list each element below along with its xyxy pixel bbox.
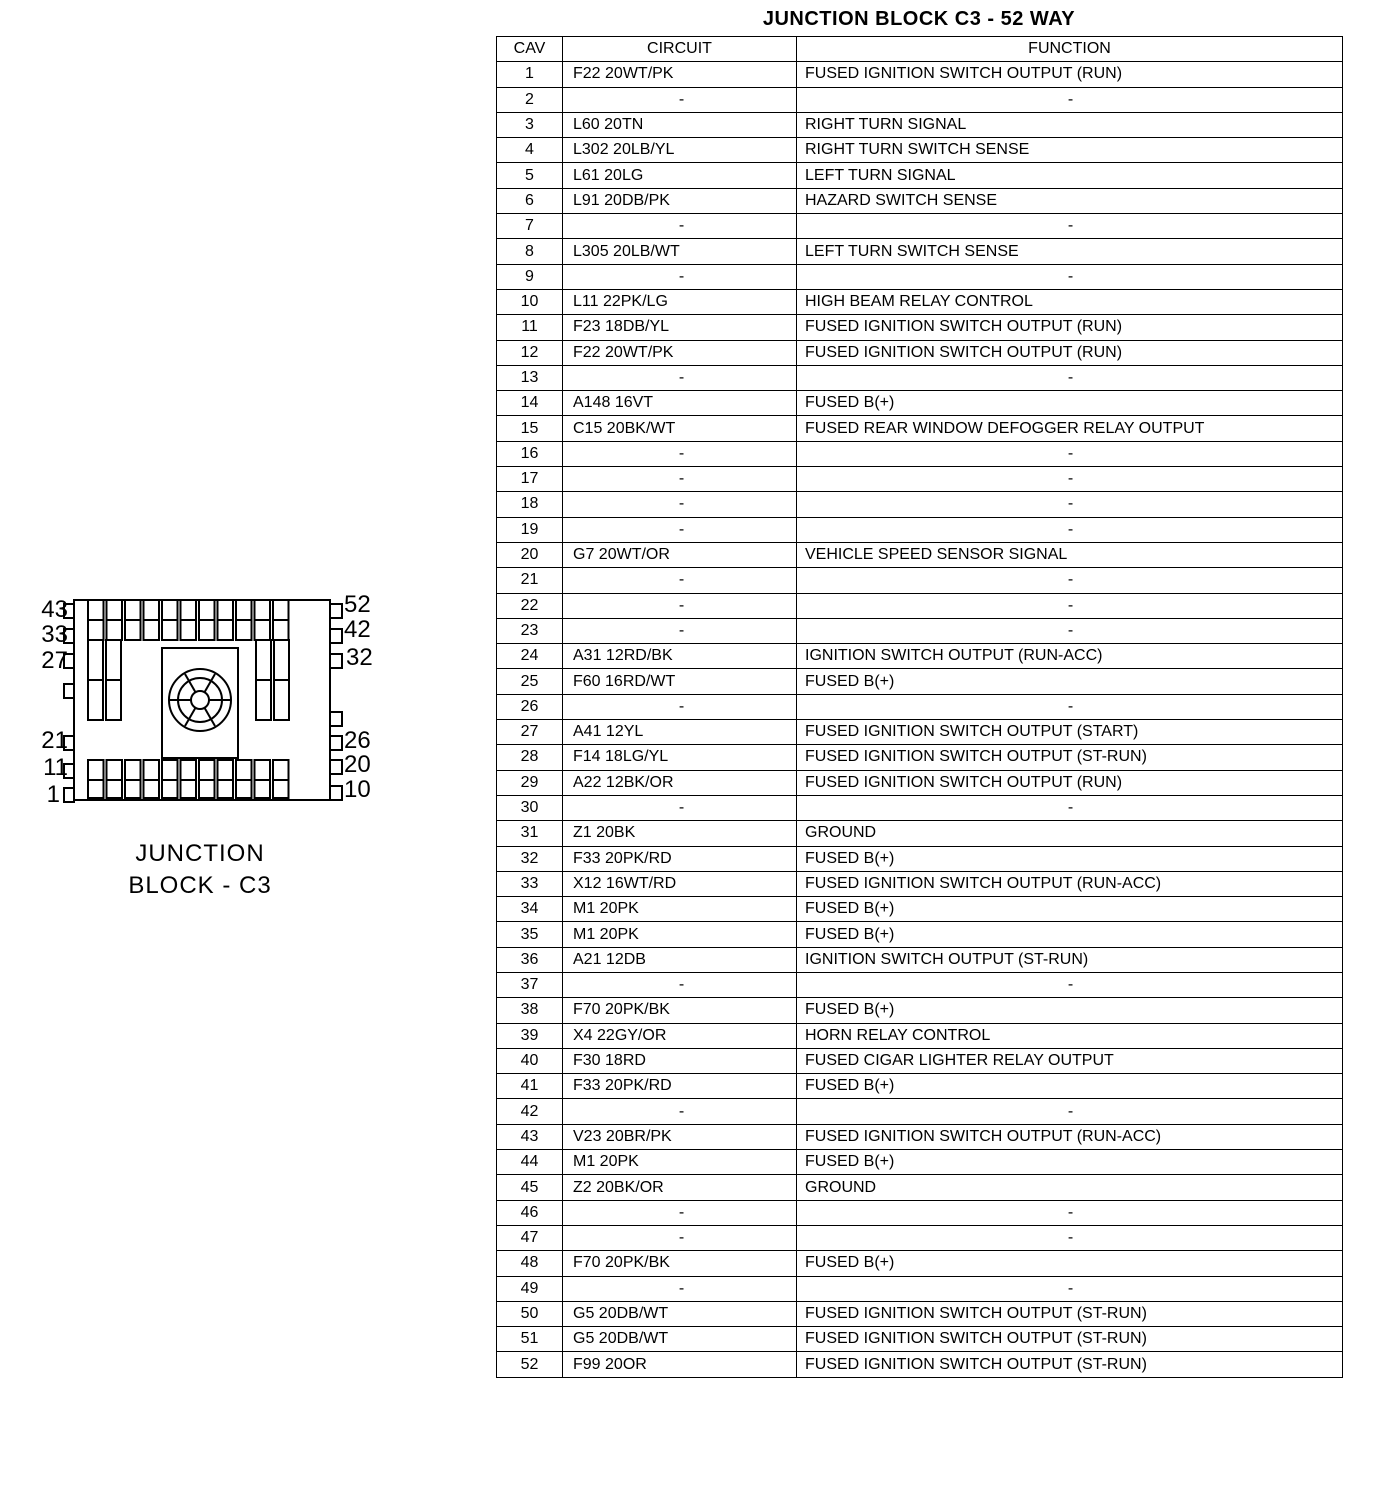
table-row <box>497 922 1343 947</box>
table-row <box>497 239 1343 264</box>
pin-label-42: 42 <box>344 616 371 643</box>
function-cell: - <box>797 517 1343 542</box>
top-pin-cavity <box>199 600 215 620</box>
function-cell: FUSED B(+) <box>797 1074 1343 1099</box>
circuit-cell: X4 22GY/OR <box>563 1023 797 1048</box>
function-cell: - <box>797 795 1343 820</box>
cav-cell: 32 <box>497 846 563 871</box>
pin-label-20: 20 <box>344 751 371 778</box>
bottom-pin-cavity <box>144 760 160 780</box>
circuit-cell: - <box>563 264 797 289</box>
top-pin-cavity <box>144 620 160 640</box>
table-row <box>497 1099 1343 1124</box>
table-row <box>497 62 1343 87</box>
function-cell: - <box>797 214 1343 239</box>
mid-pin-cavity <box>274 680 289 720</box>
table-row <box>497 163 1343 188</box>
table-row <box>497 821 1343 846</box>
top-pin-cavity <box>107 620 123 640</box>
circuit-cell: F70 20PK/BK <box>563 1251 797 1276</box>
cav-cell: 29 <box>497 770 563 795</box>
function-cell: - <box>797 972 1343 997</box>
table-row <box>497 694 1343 719</box>
function-cell: GROUND <box>797 1175 1343 1200</box>
cav-cell: 19 <box>497 517 563 542</box>
table-row <box>497 669 1343 694</box>
table-row <box>497 87 1343 112</box>
cav-cell: 31 <box>497 821 563 846</box>
top-pin-cavity <box>218 620 234 640</box>
bottom-pin-cavity <box>255 780 271 798</box>
circuit-cell: L305 20LB/WT <box>563 239 797 264</box>
circuit-cell: - <box>563 517 797 542</box>
cav-cell: 36 <box>497 947 563 972</box>
pinout-table <box>496 36 1343 1378</box>
circuit-cell: F30 18RD <box>563 1048 797 1073</box>
pin-label-27: 27 <box>41 647 68 674</box>
top-pin-cavity <box>199 620 215 640</box>
top-pin-cavity <box>125 600 141 620</box>
table-row <box>497 467 1343 492</box>
bottom-pin-cavity <box>125 780 141 798</box>
connector-face-diagram <box>30 590 390 810</box>
function-cell: FUSED IGNITION SWITCH OUTPUT (ST-RUN) <box>797 1327 1343 1352</box>
function-cell: FUSED IGNITION SWITCH OUTPUT (ST-RUN) <box>797 1352 1343 1377</box>
function-cell: FUSED B(+) <box>797 1251 1343 1276</box>
circuit-cell: X12 16WT/RD <box>563 871 797 896</box>
cav-cell: 38 <box>497 998 563 1023</box>
table-row <box>497 745 1343 770</box>
function-cell: FUSED IGNITION SWITCH OUTPUT (RUN) <box>797 770 1343 795</box>
table-row <box>497 1225 1343 1250</box>
table-row <box>497 795 1343 820</box>
cav-cell: 40 <box>497 1048 563 1073</box>
function-cell: GROUND <box>797 821 1343 846</box>
table-row <box>497 972 1343 997</box>
function-cell: HORN RELAY CONTROL <box>797 1023 1343 1048</box>
table-row <box>497 1150 1343 1175</box>
connector-caption <box>100 838 300 902</box>
function-cell: FUSED B(+) <box>797 391 1343 416</box>
function-cell: VEHICLE SPEED SENSOR SIGNAL <box>797 542 1343 567</box>
function-cell: - <box>797 365 1343 390</box>
cav-cell: 44 <box>497 1150 563 1175</box>
table-row <box>497 947 1343 972</box>
bottom-pin-cavity <box>107 780 123 798</box>
circuit-cell: F14 18LG/YL <box>563 745 797 770</box>
cav-cell: 13 <box>497 365 563 390</box>
top-pin-cavity <box>162 600 178 620</box>
table-row <box>497 1048 1343 1073</box>
circuit-cell: A21 12DB <box>563 947 797 972</box>
side-latch-right <box>330 736 342 750</box>
bottom-pin-cavity <box>199 760 215 780</box>
function-cell: FUSED B(+) <box>797 897 1343 922</box>
cav-cell: 39 <box>497 1023 563 1048</box>
table-row <box>497 1200 1343 1225</box>
table-row <box>497 1251 1343 1276</box>
table-row <box>497 1023 1343 1048</box>
table-row <box>497 340 1343 365</box>
cav-cell: 48 <box>497 1251 563 1276</box>
function-cell: FUSED B(+) <box>797 669 1343 694</box>
side-latch-right <box>330 604 342 618</box>
column-header-circuit: CIRCUIT <box>563 37 797 62</box>
circuit-cell: F22 20WT/PK <box>563 340 797 365</box>
circuit-cell: M1 20PK <box>563 897 797 922</box>
circuit-cell: Z2 20BK/OR <box>563 1175 797 1200</box>
cav-cell: 33 <box>497 871 563 896</box>
pin-label-10: 10 <box>344 776 371 803</box>
side-latch-right <box>330 786 342 800</box>
table-row <box>497 138 1343 163</box>
circuit-cell: G7 20WT/OR <box>563 542 797 567</box>
cav-cell: 17 <box>497 467 563 492</box>
top-pin-cavity <box>273 600 289 620</box>
circuit-cell: F33 20PK/RD <box>563 846 797 871</box>
circuit-cell: L61 20LG <box>563 163 797 188</box>
cav-cell: 18 <box>497 492 563 517</box>
top-pin-cavity <box>273 620 289 640</box>
circuit-cell: - <box>563 467 797 492</box>
table-row <box>497 1175 1343 1200</box>
bottom-pin-cavity <box>88 780 104 798</box>
bottom-pin-cavity <box>273 780 289 798</box>
function-cell: IGNITION SWITCH OUTPUT (ST-RUN) <box>797 947 1343 972</box>
pin-label-52: 52 <box>344 591 371 618</box>
top-pin-cavity <box>218 600 234 620</box>
mid-pin-cavity <box>256 680 271 720</box>
circuit-cell: A148 16VT <box>563 391 797 416</box>
table-row <box>497 365 1343 390</box>
connector-housing <box>74 600 330 800</box>
circuit-cell: A22 12BK/OR <box>563 770 797 795</box>
circuit-cell: - <box>563 87 797 112</box>
cav-cell: 15 <box>497 416 563 441</box>
table-row <box>497 846 1343 871</box>
table-row <box>497 112 1343 137</box>
circuit-cell: - <box>563 1225 797 1250</box>
center-bolt-core <box>191 691 209 709</box>
function-cell: RIGHT TURN SWITCH SENSE <box>797 138 1343 163</box>
function-cell: IGNITION SWITCH OUTPUT (RUN-ACC) <box>797 644 1343 669</box>
top-pin-cavity <box>181 620 197 640</box>
bottom-pin-cavity <box>255 760 271 780</box>
cav-cell: 28 <box>497 745 563 770</box>
function-cell: FUSED IGNITION SWITCH OUTPUT (ST-RUN) <box>797 1301 1343 1326</box>
function-cell: - <box>797 1200 1343 1225</box>
cav-cell: 45 <box>497 1175 563 1200</box>
column-header-function: FUNCTION <box>797 37 1343 62</box>
circuit-cell: A31 12RD/BK <box>563 644 797 669</box>
cav-cell: 5 <box>497 163 563 188</box>
cav-cell: 21 <box>497 568 563 593</box>
top-pin-cavity <box>236 620 252 640</box>
connector-right-labels <box>344 591 373 803</box>
function-cell: RIGHT TURN SIGNAL <box>797 112 1343 137</box>
circuit-cell: Z1 20BK <box>563 821 797 846</box>
table-row <box>497 1327 1343 1352</box>
cav-cell: 34 <box>497 897 563 922</box>
bottom-pin-cavity <box>236 760 252 780</box>
cav-cell: 2 <box>497 87 563 112</box>
bottom-pin-cavity <box>181 780 197 798</box>
function-cell: FUSED REAR WINDOW DEFOGGER RELAY OUTPUT <box>797 416 1343 441</box>
function-cell: FUSED B(+) <box>797 998 1343 1023</box>
side-latch-right <box>330 629 342 643</box>
table-row <box>497 720 1343 745</box>
table-row <box>497 188 1343 213</box>
function-cell: - <box>797 1225 1343 1250</box>
cav-cell: 8 <box>497 239 563 264</box>
table-row <box>497 1352 1343 1377</box>
circuit-cell: C15 20BK/WT <box>563 416 797 441</box>
cav-cell: 20 <box>497 542 563 567</box>
pin-label-32: 32 <box>346 644 373 671</box>
function-cell: LEFT TURN SWITCH SENSE <box>797 239 1343 264</box>
function-cell: FUSED IGNITION SWITCH OUTPUT (ST-RUN) <box>797 745 1343 770</box>
mid-pin-cavity <box>274 640 289 680</box>
pin-label-1: 1 <box>46 781 60 808</box>
bottom-pin-cavity <box>144 780 160 798</box>
table-row <box>497 542 1343 567</box>
circuit-cell: M1 20PK <box>563 1150 797 1175</box>
circuit-cell: L302 20LB/YL <box>563 138 797 163</box>
circuit-cell: - <box>563 694 797 719</box>
side-latch-left <box>64 684 74 698</box>
cav-cell: 10 <box>497 289 563 314</box>
circuit-cell: F70 20PK/BK <box>563 998 797 1023</box>
cav-cell: 27 <box>497 720 563 745</box>
cav-cell: 43 <box>497 1124 563 1149</box>
bottom-pin-cavity <box>162 780 178 798</box>
header-row <box>497 37 1343 62</box>
function-cell: - <box>797 441 1343 466</box>
cav-cell: 16 <box>497 441 563 466</box>
cav-cell: 11 <box>497 315 563 340</box>
cav-cell: 52 <box>497 1352 563 1377</box>
function-cell: FUSED B(+) <box>797 922 1343 947</box>
connector-body <box>64 600 342 802</box>
top-pin-cavity <box>162 620 178 640</box>
top-pin-cavity <box>236 600 252 620</box>
circuit-cell: - <box>563 593 797 618</box>
mid-pin-cavity <box>256 640 271 680</box>
table-row <box>497 492 1343 517</box>
mid-pin-cavity <box>88 640 103 680</box>
top-pin-cavity <box>181 600 197 620</box>
table-row <box>497 568 1343 593</box>
table-row <box>497 289 1343 314</box>
function-cell: FUSED B(+) <box>797 846 1343 871</box>
circuit-cell: F23 18DB/YL <box>563 315 797 340</box>
table-row <box>497 517 1343 542</box>
circuit-cell: G5 20DB/WT <box>563 1327 797 1352</box>
cav-cell: 37 <box>497 972 563 997</box>
top-pin-cavity <box>107 600 123 620</box>
circuit-cell: - <box>563 492 797 517</box>
function-cell: - <box>797 1099 1343 1124</box>
pin-label-26: 26 <box>344 727 371 754</box>
cav-cell: 41 <box>497 1074 563 1099</box>
bottom-pin-cavity <box>218 780 234 798</box>
function-cell: FUSED IGNITION SWITCH OUTPUT (START) <box>797 720 1343 745</box>
center-mount-recess <box>162 648 238 758</box>
table-row <box>497 897 1343 922</box>
table-header <box>497 37 1343 62</box>
circuit-cell: F60 16RD/WT <box>563 669 797 694</box>
cav-cell: 3 <box>497 112 563 137</box>
cav-cell: 1 <box>497 62 563 87</box>
function-cell: - <box>797 492 1343 517</box>
cav-cell: 9 <box>497 264 563 289</box>
function-cell: - <box>797 467 1343 492</box>
bottom-pin-cavity <box>236 780 252 798</box>
function-cell: - <box>797 87 1343 112</box>
top-pin-cavity <box>125 620 141 640</box>
circuit-cell: L60 20TN <box>563 112 797 137</box>
table-row <box>497 214 1343 239</box>
table-row <box>497 1276 1343 1301</box>
cav-cell: 12 <box>497 340 563 365</box>
function-cell: HIGH BEAM RELAY CONTROL <box>797 289 1343 314</box>
circuit-cell: - <box>563 972 797 997</box>
circuit-cell: - <box>563 214 797 239</box>
table-body <box>497 62 1343 1377</box>
function-cell: FUSED IGNITION SWITCH OUTPUT (RUN) <box>797 62 1343 87</box>
pin-label-21: 21 <box>41 727 68 754</box>
table-row <box>497 1074 1343 1099</box>
cav-cell: 14 <box>497 391 563 416</box>
function-cell: - <box>797 618 1343 643</box>
bottom-pin-cavity <box>181 760 197 780</box>
function-cell: FUSED B(+) <box>797 1150 1343 1175</box>
circuit-cell: - <box>563 1200 797 1225</box>
circuit-cell: - <box>563 365 797 390</box>
circuit-cell: - <box>563 795 797 820</box>
function-cell: - <box>797 568 1343 593</box>
circuit-cell: L11 22PK/LG <box>563 289 797 314</box>
cav-cell: 46 <box>497 1200 563 1225</box>
circuit-cell: - <box>563 1276 797 1301</box>
function-cell: FUSED IGNITION SWITCH OUTPUT (RUN) <box>797 340 1343 365</box>
circuit-cell: L91 20DB/PK <box>563 188 797 213</box>
bottom-pin-cavity <box>199 780 215 798</box>
table-row <box>497 264 1343 289</box>
table-row <box>497 1301 1343 1326</box>
pin-label-43: 43 <box>41 596 68 623</box>
circuit-cell: - <box>563 1099 797 1124</box>
mid-pin-cavity <box>106 640 121 680</box>
cav-cell: 51 <box>497 1327 563 1352</box>
table-row <box>497 391 1343 416</box>
column-header-cav: CAV <box>497 37 563 62</box>
cav-cell: 22 <box>497 593 563 618</box>
top-pin-cavity <box>88 600 104 620</box>
connector-caption-line-2: BLOCK - C3 <box>128 872 272 899</box>
cav-cell: 4 <box>497 138 563 163</box>
table-row <box>497 998 1343 1023</box>
circuit-cell: - <box>563 568 797 593</box>
bottom-pin-cavity <box>88 760 104 780</box>
mid-pin-cavity <box>88 680 103 720</box>
side-latch-right <box>330 712 342 726</box>
cav-cell: 25 <box>497 669 563 694</box>
pin-label-33: 33 <box>41 621 68 648</box>
bottom-pin-cavity <box>218 760 234 780</box>
circuit-cell: F33 20PK/RD <box>563 1074 797 1099</box>
cav-cell: 26 <box>497 694 563 719</box>
table-row <box>497 618 1343 643</box>
side-latch-left <box>64 788 74 802</box>
cav-cell: 7 <box>497 214 563 239</box>
function-cell: - <box>797 1276 1343 1301</box>
circuit-cell: M1 20PK <box>563 922 797 947</box>
cav-cell: 35 <box>497 922 563 947</box>
connector-caption-line-1: JUNCTION <box>135 840 265 867</box>
top-pin-cavity <box>144 600 160 620</box>
function-cell: - <box>797 593 1343 618</box>
function-cell: FUSED CIGAR LIGHTER RELAY OUTPUT <box>797 1048 1343 1073</box>
cav-cell: 49 <box>497 1276 563 1301</box>
cav-cell: 42 <box>497 1099 563 1124</box>
table-row <box>497 416 1343 441</box>
circuit-cell: A41 12YL <box>563 720 797 745</box>
circuit-cell: - <box>563 618 797 643</box>
table-row <box>497 441 1343 466</box>
function-cell: HAZARD SWITCH SENSE <box>797 188 1343 213</box>
mid-pin-cavity <box>106 680 121 720</box>
pin-label-11: 11 <box>43 754 68 781</box>
function-cell: FUSED IGNITION SWITCH OUTPUT (RUN) <box>797 315 1343 340</box>
circuit-cell: F99 20OR <box>563 1352 797 1377</box>
table-row <box>497 315 1343 340</box>
cav-cell: 6 <box>497 188 563 213</box>
table-row <box>497 1124 1343 1149</box>
table-title: JUNCTION BLOCK C3 - 52 WAY <box>762 8 1076 30</box>
cav-cell: 30 <box>497 795 563 820</box>
bottom-pin-cavity <box>107 760 123 780</box>
circuit-cell: - <box>563 441 797 466</box>
bottom-pin-cavity <box>125 760 141 780</box>
cav-cell: 47 <box>497 1225 563 1250</box>
function-cell: FUSED IGNITION SWITCH OUTPUT (RUN-ACC) <box>797 871 1343 896</box>
function-cell: - <box>797 694 1343 719</box>
circuit-cell: V23 20BR/PK <box>563 1124 797 1149</box>
top-pin-cavity <box>255 600 271 620</box>
function-cell: LEFT TURN SIGNAL <box>797 163 1343 188</box>
table-row <box>497 770 1343 795</box>
circuit-cell: G5 20DB/WT <box>563 1301 797 1326</box>
table-row <box>497 644 1343 669</box>
bottom-pin-cavity <box>162 760 178 780</box>
circuit-cell: F22 20WT/PK <box>563 62 797 87</box>
table-row <box>497 871 1343 896</box>
bottom-pin-cavity <box>273 760 289 780</box>
cav-cell: 23 <box>497 618 563 643</box>
function-cell: FUSED IGNITION SWITCH OUTPUT (RUN-ACC) <box>797 1124 1343 1149</box>
top-pin-cavity <box>88 620 104 640</box>
cav-cell: 50 <box>497 1301 563 1326</box>
function-cell: - <box>797 264 1343 289</box>
side-latch-right <box>330 654 342 668</box>
side-latch-right <box>330 760 342 774</box>
top-pin-cavity <box>255 620 271 640</box>
cav-cell: 24 <box>497 644 563 669</box>
table-row <box>497 593 1343 618</box>
